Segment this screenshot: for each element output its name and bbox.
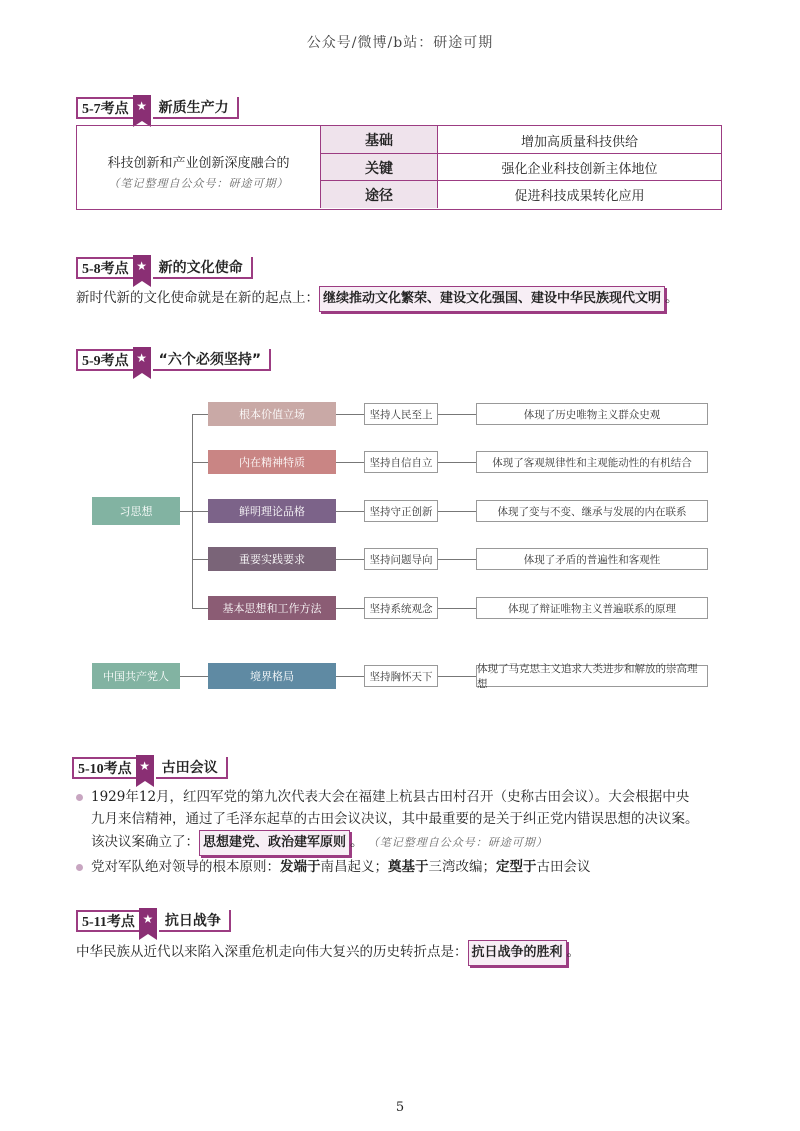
highlight-text: 抗日战争的胜利 bbox=[468, 940, 567, 966]
section-title: 新质生产力 bbox=[153, 97, 239, 119]
star-icon: ★ bbox=[133, 255, 151, 281]
punctuation: 。 bbox=[350, 834, 364, 850]
row-value: 增加高质量科技供给 bbox=[520, 134, 638, 150]
mind-map-root: 习思想 bbox=[92, 497, 180, 525]
section-heading-5-9 bbox=[76, 348, 271, 372]
section-code: 5-10考点 bbox=[72, 757, 136, 779]
section-heading-5-8 bbox=[76, 256, 253, 280]
body-text: 九月来信精神，通过了毛泽东起草的古田会议决议，其中最重要的是关于纠正党内错误思想的决议案。 bbox=[91, 811, 699, 827]
section-code: 5-8考点 bbox=[76, 257, 133, 279]
branch-right: 体现了辩证唯物主义普遍联系的原理 bbox=[476, 597, 708, 619]
row-key: 关键 bbox=[321, 154, 438, 181]
branch-label: 内在精神特质 bbox=[208, 450, 336, 474]
list-item bbox=[76, 786, 736, 808]
star-icon: ★ bbox=[139, 908, 157, 934]
table-left-text: 科技创新和产业创新深度融合的 bbox=[107, 156, 290, 171]
body-text: 该决议案确立了： bbox=[91, 834, 199, 850]
star-icon: ★ bbox=[133, 347, 151, 373]
row-key: 基础 bbox=[321, 126, 438, 154]
highlight-text: 继续推动文化繁荣、建设文化强国、建设中华民族现代文明 bbox=[319, 286, 665, 312]
table-row bbox=[321, 126, 721, 154]
table-row bbox=[321, 180, 721, 208]
bold-term: 奠基于 bbox=[388, 859, 429, 875]
section-heading-5-10 bbox=[72, 756, 228, 780]
paragraph-5-10 bbox=[76, 786, 736, 878]
row-value: 强化企业科技创新主体地位 bbox=[501, 162, 658, 177]
source-note: （笔记整理自公众号：研途可期） bbox=[367, 836, 548, 849]
body-text: 中华民族从近代以来陷入深重危机走向伟大复兴的历史转折点是： bbox=[76, 944, 468, 960]
branch-label: 重要实践要求 bbox=[208, 547, 336, 571]
page-header: 公众号/微博/b站：研途可期 bbox=[306, 35, 494, 51]
mind-map-root: 中国共产党人 bbox=[92, 663, 180, 689]
section-title: 古田会议 bbox=[156, 757, 228, 779]
section-code: 5-9考点 bbox=[76, 349, 133, 371]
body-text: 党对军队绝对领导的根本原则： bbox=[91, 859, 280, 875]
row-key: 途径 bbox=[321, 181, 438, 208]
punctuation: 。 bbox=[566, 944, 581, 960]
highlight-text: 思想建党、政治建军原则 bbox=[199, 830, 350, 856]
branch-mid: 坚持自信自立 bbox=[364, 451, 438, 473]
mind-map bbox=[88, 395, 718, 695]
paragraph-5-8 bbox=[76, 286, 736, 312]
branch-label: 根本价值立场 bbox=[208, 402, 336, 426]
section-heading-5-11 bbox=[76, 909, 231, 933]
branch-label: 基本思想和工作方法 bbox=[208, 596, 336, 620]
branch-right: 体现了变与不变、继承与发展的内在联系 bbox=[476, 500, 708, 522]
page-number: 5 bbox=[395, 1100, 405, 1115]
branch-mid: 坚持人民至上 bbox=[364, 403, 438, 425]
branch-mid: 坚持守正创新 bbox=[364, 500, 438, 522]
branch-right: 体现了马克思主义追求人类进步和解放的崇高理想 bbox=[476, 665, 708, 687]
body-text: 1929年12月，红四军党的第九次代表大会在福建上杭县古田村召开（史称古田会议）。大会根据中央 bbox=[91, 789, 690, 805]
branch-mid: 坚持胸怀天下 bbox=[364, 665, 438, 687]
body-text: 新时代新的文化使命就是在新的起点上： bbox=[76, 290, 319, 306]
branch-label: 境界格局 bbox=[208, 663, 336, 689]
branch-right: 体现了客观规律性和主观能动性的有机结合 bbox=[476, 451, 708, 473]
productivity-table bbox=[76, 125, 722, 210]
body-text: 三湾改编； bbox=[428, 859, 496, 875]
section-title: 抗日战争 bbox=[159, 910, 231, 932]
punctuation: 。 bbox=[665, 290, 679, 306]
body-line bbox=[76, 830, 736, 856]
section-heading-5-7 bbox=[76, 96, 239, 120]
branch-right: 体现了历史唯物主义群众史观 bbox=[476, 403, 708, 425]
branch-mid: 坚持问题导向 bbox=[364, 548, 438, 570]
section-title: “六个必须坚持” bbox=[153, 349, 271, 371]
table-left-cell bbox=[77, 126, 321, 208]
section-code: 5-11考点 bbox=[76, 910, 139, 932]
row-value: 促进科技成果转化应用 bbox=[514, 189, 645, 204]
body-text: 南昌起义； bbox=[320, 859, 388, 875]
section-title: 新的文化使命 bbox=[153, 257, 253, 279]
source-note: （笔记整理自公众号：研途可期） bbox=[108, 177, 289, 190]
body-text: 古田会议 bbox=[536, 859, 591, 875]
bold-term: 定型于 bbox=[496, 859, 537, 875]
star-icon: ★ bbox=[133, 95, 151, 121]
table-row bbox=[321, 153, 721, 181]
bullet-icon bbox=[76, 794, 83, 801]
branch-mid: 坚持系统观念 bbox=[364, 597, 438, 619]
paragraph-5-11 bbox=[76, 940, 736, 966]
branch-right: 体现了矛盾的普遍性和客观性 bbox=[476, 548, 708, 570]
list-item bbox=[76, 856, 736, 878]
branch-label: 鲜明理论品格 bbox=[208, 499, 336, 523]
star-icon: ★ bbox=[136, 755, 154, 781]
bullet-icon bbox=[76, 864, 83, 871]
section-code: 5-7考点 bbox=[76, 97, 133, 119]
bold-term: 发端于 bbox=[280, 859, 321, 875]
